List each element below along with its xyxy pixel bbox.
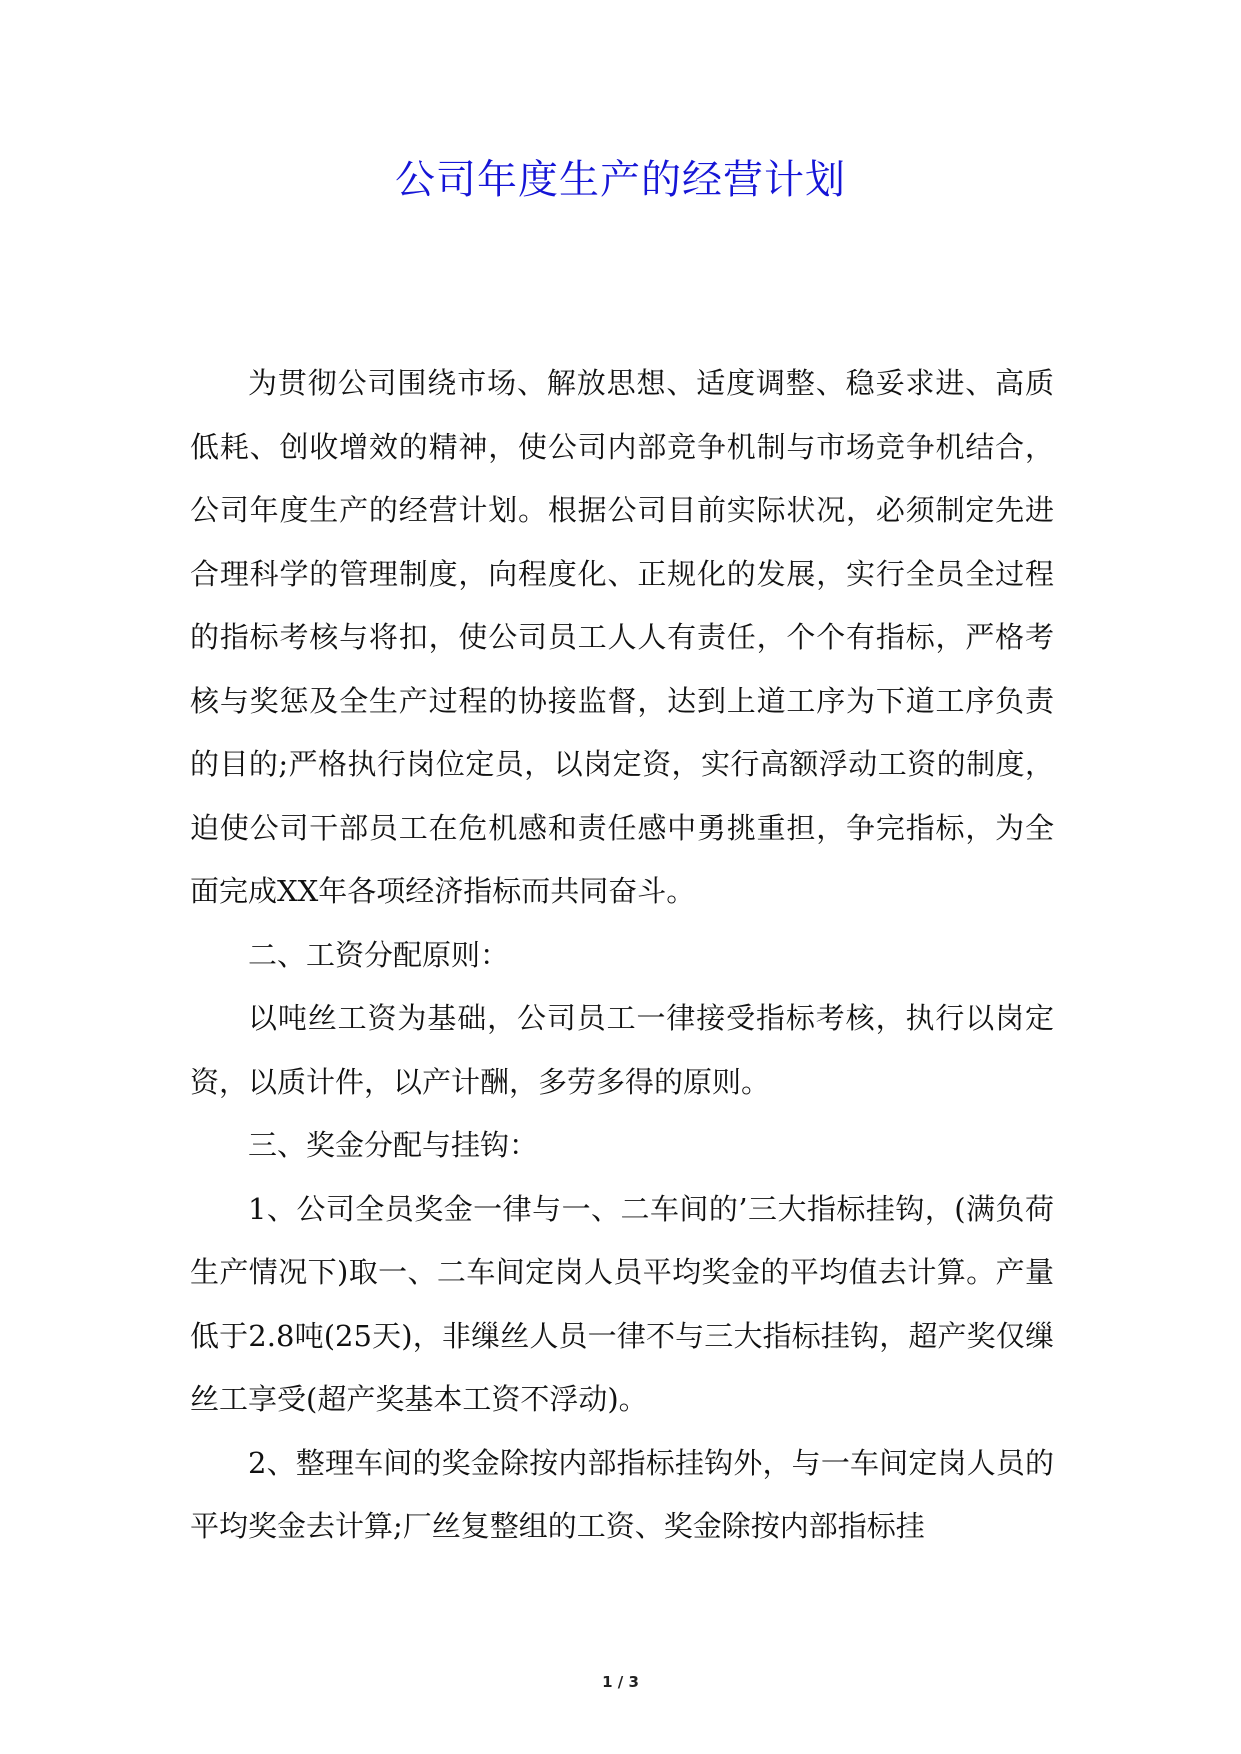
document-body [190, 352, 1054, 1559]
page-number: 1 / 3 [602, 1673, 639, 1691]
document-title: 公司年度生产的经营计划 [395, 157, 846, 203]
paragraph-bonus-item-1: 1、公司全员奖金一律与一、二车间的’三大指标挂钩，(满负荷生产情况下)取一、二车间定岗人员平均奖金的平均值去计算。产量低于2.8吨(25天)，非缫丝人员一律不与三大指标挂钩，超产奖仅缫丝工享受(超产奖基本工资不浮动)。 [190, 1191, 1054, 1416]
section-heading-bonus: 三、奖金分配与挂钩： [248, 1128, 539, 1162]
paragraph-bonus-item-2: 2、整理车间的奖金除按内部指标挂钩外，与一车间定岗人员的平均奖金去计算;厂丝复整组的工资、奖金除按内部指标挂 [190, 1445, 1054, 1543]
section-heading-wage-principle: 二、工资分配原则： [248, 937, 510, 972]
paragraph-wage-principle: 以吨丝工资为基础，公司员工一律接受指标考核，执行以岗定资，以质计件，以产计酬，多劳多得的原则。 [190, 1001, 1054, 1099]
paragraph-intro: 为贯彻公司围绕市场、解放思想、适度调整、稳妥求进、高质低耗、创收增效的精神，使公司内部竞争机制与市场竞争机结合，公司年度生产的经营计划。根据公司目前实际状况，必须制定先进合理科学的管理制度，向程度化、正规化的发展，实行全员全过程的指标考核与将扣，使公司员工人人有责任，个个有指标，严格考核与奖惩及全生产过程的协接监督，达到上道工序为下道工序负责的目的;严格执行岗位定员，以岗定资，实行高额浮动工资的制度，迫使公司干部员工在危机感和责任感中勇挑重担，争完指标，为全面完成XX年各项经济指标而共同奋斗。 [190, 366, 1054, 908]
